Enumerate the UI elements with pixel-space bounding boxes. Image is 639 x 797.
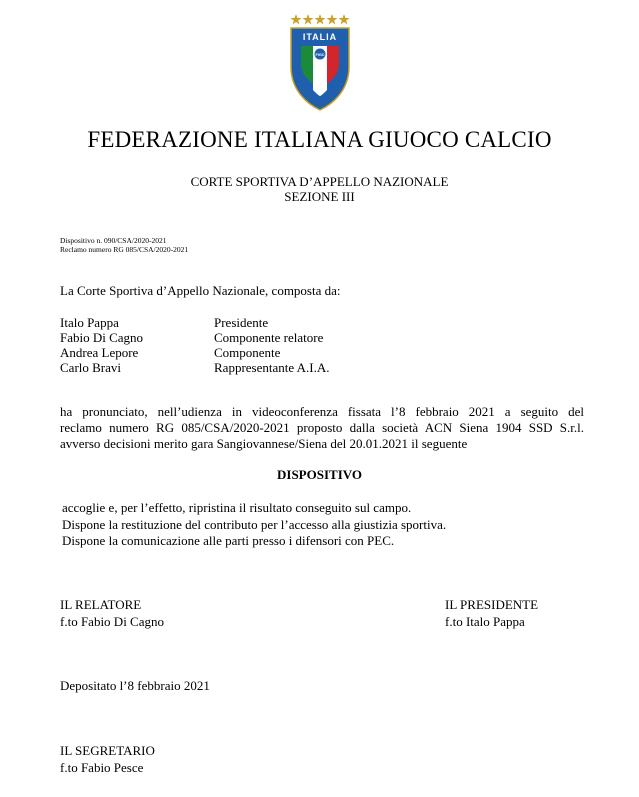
member-name: Fabio Di Cagno xyxy=(60,330,144,345)
decision-line: accoglie e, per l’effetto, ripristina il risultato conseguito sul campo. xyxy=(62,500,412,515)
presidente-signature xyxy=(445,596,538,630)
secretary-title: IL SEGRETARIO xyxy=(60,743,155,758)
member-name: Carlo Bravi xyxy=(60,360,122,375)
relatore-signature xyxy=(60,596,164,630)
member-role: Rappresentante A.I.A. xyxy=(214,360,330,375)
hearing-line: ha pronunciato, nell’udienza in videoconferenza fissata l’8 febbraio 2021 a seguito del xyxy=(60,404,584,419)
member-role: Presidente xyxy=(214,315,269,330)
relatore-name: f.to Fabio Di Cagno xyxy=(60,614,164,629)
organization-title: FEDERAZIONE ITALIANA GIUOCO CALCIO xyxy=(87,127,552,152)
emblem-badge-text: FIGC xyxy=(315,53,325,57)
member-name: Andrea Lepore xyxy=(60,345,139,360)
hearing-paragraph xyxy=(60,404,584,452)
presidente-name: f.to Italo Pappa xyxy=(445,614,525,629)
reclamo-number: Reclamo numero RG 085/CSA/2020-2021 xyxy=(60,245,189,254)
member-name: Italo Pappa xyxy=(60,315,119,330)
figc-logo xyxy=(287,12,353,112)
decision-line: Dispone la comunicazione alle parti presso i difensori con PEC. xyxy=(62,533,395,548)
secretary-signature xyxy=(60,742,155,776)
court-title: CORTE SPORTIVA D’APPELLO NAZIONALE xyxy=(190,174,449,189)
hearing-line: reclamo numero RG 085/CSA/2020-2021 proposto dalla società ACN Siena 1904 SSD S.r.l. xyxy=(60,420,584,435)
relatore-title: IL RELATORE xyxy=(60,597,142,612)
deposit-date: Depositato l’8 febbraio 2021 xyxy=(60,678,210,693)
secretary-name: f.to Fabio Pesce xyxy=(60,760,144,775)
member-role: Componente relatore xyxy=(214,330,324,345)
dispositivo-number: Dispositivo n. 090/CSA/2020-2021 xyxy=(60,236,167,245)
stars-icon xyxy=(291,14,350,25)
member-role: Componente xyxy=(214,345,281,360)
emblem-text: ITALIA xyxy=(302,32,338,42)
decisions-list xyxy=(62,500,446,550)
presidente-title: IL PRESIDENTE xyxy=(445,597,539,612)
hearing-line: avverso decisioni merito gara Sangiovannese/Siena del 20.01.2021 il seguente xyxy=(60,436,468,451)
decision-line: Dispone la restituzione del contributo per l’accesso alla giustizia sportiva. xyxy=(62,516,447,532)
court-composition-intro: La Corte Sportiva d’Appello Nazionale, composta da: xyxy=(60,283,341,298)
dispositivo-heading: DISPOSITIVO xyxy=(277,467,362,482)
section-title: SEZIONE III xyxy=(284,189,355,204)
